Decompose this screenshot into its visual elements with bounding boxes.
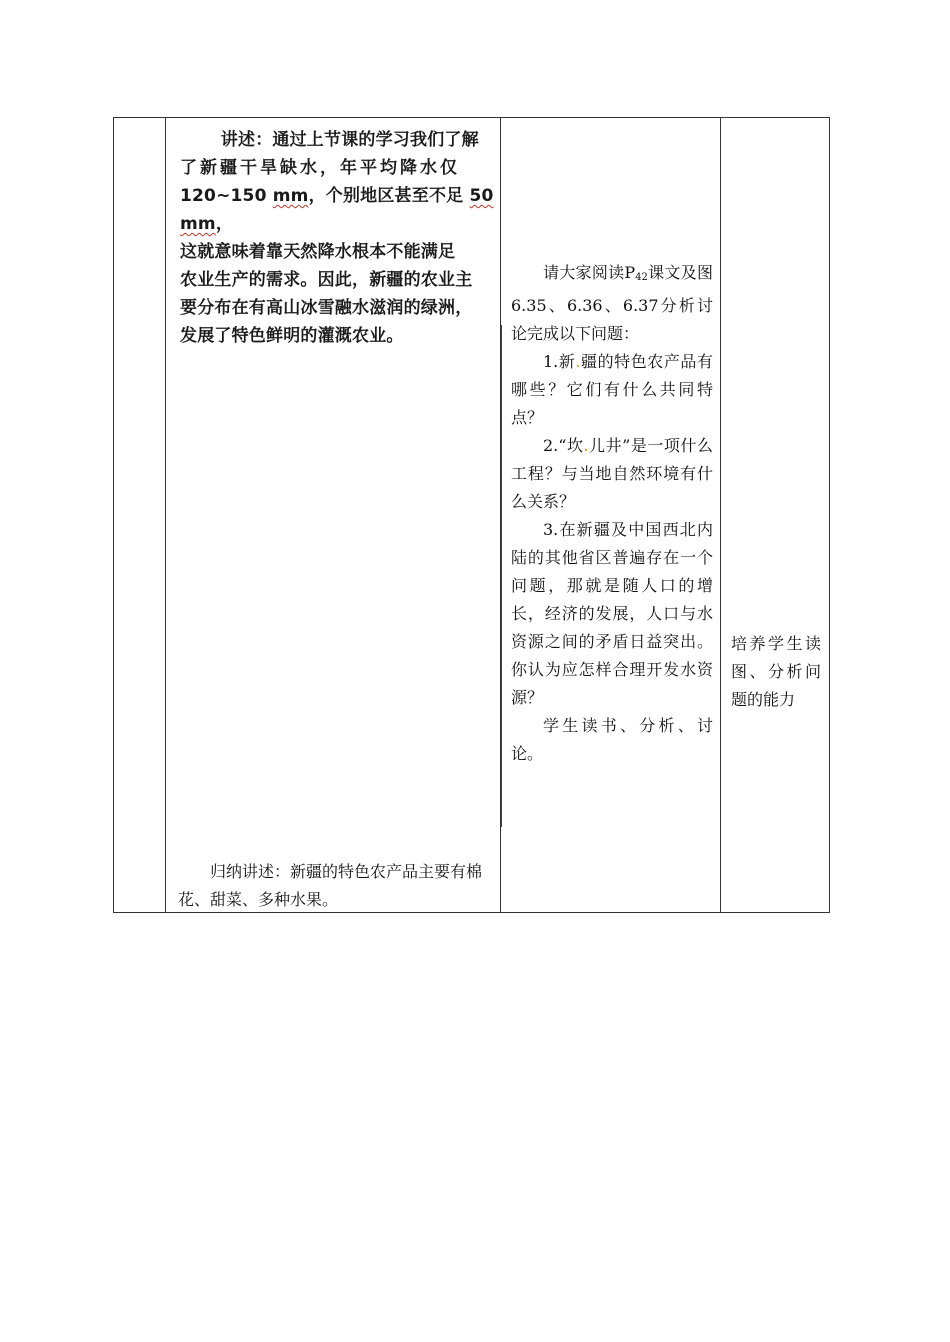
question-3: 3.在新疆及中国西北内陆的其他省区普遍存在一个问题，那就是随人口的增长，经济的发展，人口与水资源之间的矛盾日益突出。你认为应怎样合理开发水资源？ xyxy=(511,520,713,707)
narration-line: 讲述：通过上节课的学习我们了解 xyxy=(220,130,479,150)
question-1 xyxy=(511,348,713,432)
narration-line: 了新疆干旱缺水，年平均降水仅 xyxy=(180,158,460,178)
task-text: 疆的特色农产品有哪些？它们有什么共同特点？ xyxy=(511,352,713,427)
question-2 xyxy=(511,432,713,516)
rainfall-min: 50 mm xyxy=(180,186,494,234)
unit-mm: mm xyxy=(272,186,309,206)
empty-cell xyxy=(114,118,166,913)
teacher-narration xyxy=(180,126,498,350)
table-row xyxy=(114,118,830,913)
narration-line: 农业生产的需求。因此，新疆的农业主 xyxy=(180,270,473,290)
summary-narration xyxy=(178,858,496,914)
mark-dot: . xyxy=(575,352,581,371)
summary-text: 归纳讲述：新疆的特色农产品主要有棉花、甜菜、多种水果。 xyxy=(178,862,483,909)
task-text: 儿井”是一项什么工程？与当地自然环境有什么关系？ xyxy=(511,436,713,511)
design-intent-cell xyxy=(721,118,830,913)
task-text: 课文及图6.35、6.36、6.37分析讨论完成以下问题： xyxy=(511,263,713,343)
teacher-activity-cell xyxy=(166,118,501,913)
narration-text: ，个别地区甚至不足 xyxy=(308,186,470,206)
narration-line: 这就意味着靠天然降水根本不能满足 xyxy=(180,242,456,262)
divider-line xyxy=(501,325,502,827)
task-text: 请大家阅读P xyxy=(543,263,636,282)
rainfall-range: 120~150 xyxy=(180,186,273,206)
task-intro xyxy=(511,259,713,348)
mark-dot: . xyxy=(583,436,589,455)
design-intent: 培养学生读图、分析问题的能力 xyxy=(731,634,821,709)
lesson-plan-table xyxy=(113,117,830,913)
narration-line: 要分布在有高山冰雪融水滋润的绿洲， xyxy=(180,298,473,318)
narration-text: ， xyxy=(215,214,234,234)
task-text: 2.“坎 xyxy=(543,436,584,455)
student-activity-cell xyxy=(501,118,721,913)
task-text: 1.新 xyxy=(543,352,576,371)
reading-task xyxy=(511,259,713,768)
narration-line: 发展了特色鲜明的灌溉农业。 xyxy=(180,326,404,346)
page-number: 42 xyxy=(635,272,648,283)
student-action: 学生读书、分析、讨论。 xyxy=(511,716,713,763)
narration-line xyxy=(180,182,498,238)
